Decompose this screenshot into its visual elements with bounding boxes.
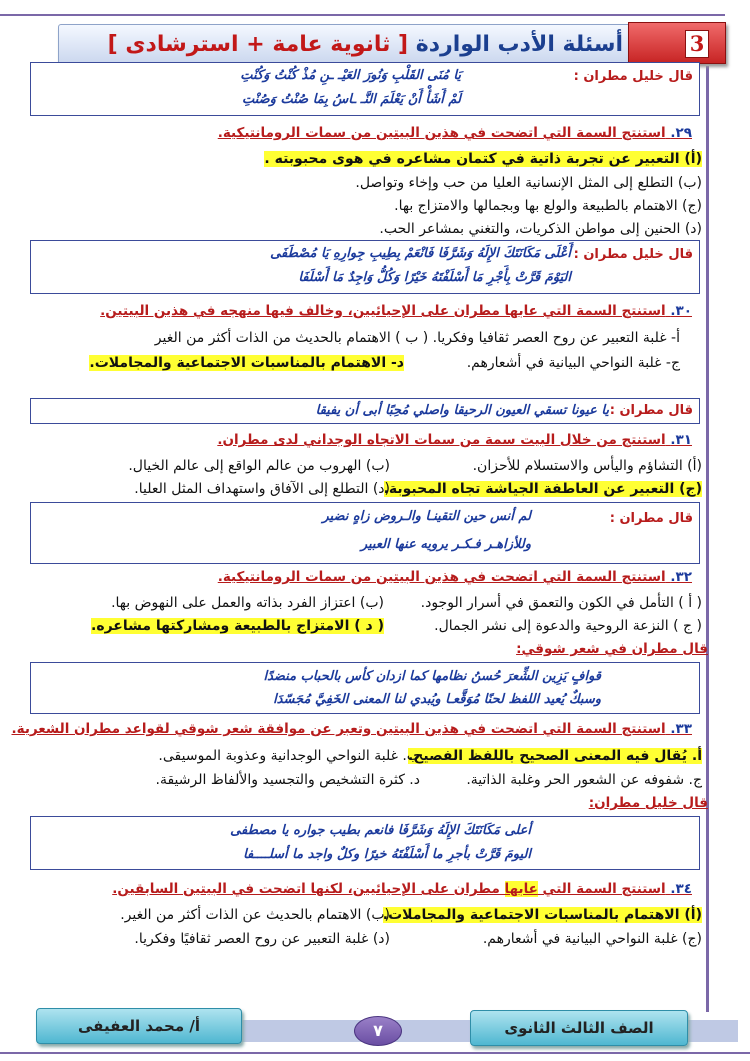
option-d: (د) التطلع إلى الآفاق واستهداف المثل العليا. — [134, 481, 390, 497]
top-rule — [0, 14, 725, 16]
question-text: استنتج السمة التي اتضحت في هذين البيتين وتعبر عن موافقة شعر شوقي لقواعد مطران الشعرية. — [11, 721, 666, 737]
poem-box-5 — [30, 662, 700, 714]
option-b: (ب) التطلع إلى المثل الإنسانية العليا من حب وإخاء وتواصل. — [355, 175, 702, 191]
poem-line: يَا مُنَى القَلْبِ وَنُورَ العَيْـ ـنِ مُذْ كُنْتُ وَكُنْتِ — [240, 68, 461, 83]
poem-box-4 — [30, 502, 700, 564]
page-title — [108, 32, 623, 57]
option-c: ج. شفوفه عن الشعور الحر وغلبة الذاتية. — [466, 772, 702, 788]
poem-line: اليومَ قَرَّتْ بأجرِ ما أَسْلَفْتَهُ خيرًا وكلٌ واجد ما أسلــــفا — [243, 847, 531, 862]
poem-line: أعلى مَكَانَتَكَ الإِلَهُ وَشَرَّفَا فانعم بطيب جواره يا مصطفى — [230, 823, 531, 838]
question-number: ٣٤. — [670, 881, 692, 897]
option-a: أ. يُقال فيه المعنى الصحيح باللفظ الفصيح. — [407, 748, 702, 764]
option-c: (ج) التعبير عن العاطفة الجياشة تجاه المحبوبة. — [383, 481, 702, 497]
poem-line: وسبكٌ يُعيد اللفظ لحنًا مُوَقَّعـا ويُبدي لنا المعنى الخَفِيَّ مُجَسّدَا — [273, 692, 601, 707]
question-29 — [218, 125, 692, 141]
header-bar — [58, 24, 638, 66]
question-30 — [100, 303, 692, 319]
page-number: ٧ — [354, 1016, 402, 1046]
question-text: استنتج السمة التي عابها مطران على الإحيائيين، وخالف فيها منهجه في هذين البيتين. — [100, 303, 666, 319]
option-d: د. كثرة التشخيص والتجسيد والألفاظ الرشيقة. — [155, 772, 420, 788]
option-d: (د) الحنين إلى مواطن الذكريات، والتغني بمشاعر الحب. — [379, 221, 702, 237]
bottom-rule — [0, 1052, 750, 1054]
option-b: ب. غلبة النواحي الوجدانية وعذوبة الموسيقى. — [158, 748, 420, 764]
question-33 — [12, 721, 693, 737]
footer-teacher: أ/ محمد العفيفى — [36, 1008, 242, 1044]
poem-line: لم أنس حين التقينـا والـروض زاهٍ نضير — [322, 509, 531, 524]
option-a: (أ) التعبير عن تجربة ذاتية في كتمان مشاعره في هوى محبوبته . — [264, 151, 702, 167]
question-number: ٣١. — [670, 432, 692, 448]
question-number: ٣٢. — [670, 569, 692, 585]
question-number: ٣٠. — [670, 303, 692, 319]
poem-line: وللأزاهـر فـكـر يرويه عنها العبير — [360, 537, 531, 552]
question-text-part: مطران على الإحيائيين، لكنها اتضحت في البيتين السابقين. — [112, 881, 505, 897]
option-b: (ب) اعتزاز الفرد بذاته والعمل على النهوض بها. — [111, 595, 384, 611]
question-number: ٢٩. — [670, 125, 692, 141]
title-main: أسئلة الأدب الواردة — [415, 32, 623, 57]
poem-line: لَمْ أَشَأْ أَنْ يَعْلَمَ النَّـ ـاسُ بِمَا صُنْتُ وَصُنْتِ — [241, 92, 461, 107]
option-c: (ج) الاهتمام بالطبيعة والولع بها وبجمالها والامتزاج بها. — [394, 198, 702, 214]
option-c: (ج) غلبة النواحي البيانية في أشعارهم. — [482, 931, 702, 947]
question-text: استنتج السمة التي اتضحت في هذين البيتين من سمات الرومانتيكية. — [217, 125, 666, 141]
title-bracket: [ ثانوية عامة + استرشادى ] — [107, 32, 409, 57]
right-rail — [706, 66, 709, 1012]
poem-line: أَعْلَى مَكَانَتَكَ الإِلَهُ وَشَرَّفَا فَانْعَمْ بِطِيبِ جِوارِهِ يَا مُصْطَفَى — [270, 246, 571, 261]
option-b: (ب) الهروب من عالم الواقع إلى عالم الخيال. — [128, 458, 390, 474]
poem-box-1 — [30, 62, 700, 116]
option-b: (ب) الاهتمام بالحديث عن الذات أكثر من الغير. — [120, 907, 390, 923]
question-34 — [112, 881, 692, 897]
question-text: استنتج من خلال البيت سمة من سمات الاتجاه الوجداني لدى مطران. — [217, 432, 666, 448]
option-c: ( ج ) النزعة الروحية والدعوة إلى نشر الجمال. — [434, 618, 702, 634]
sheet-number: 3 — [685, 30, 709, 58]
question-number: ٣٣. — [670, 721, 692, 737]
question-31 — [217, 432, 692, 448]
poem-label: قال خليل مطران : — [573, 247, 693, 262]
poem-box-3 — [30, 398, 700, 424]
poem-box-6 — [30, 816, 700, 870]
sheet-number-box — [628, 22, 726, 64]
question-text-part: استنتج السمة التي — [537, 881, 666, 897]
section-heading: قال مطران في شعر شوقي: — [516, 641, 708, 657]
option-d: د- الاهتمام بالمناسبات الاجتماعية والمجاملات. — [89, 355, 404, 371]
poem-label: قال خليل مطران : — [573, 69, 693, 84]
option-c: ج- غلبة النواحي البيانية في أشعارهم. — [466, 355, 680, 371]
option-a: ( أ ) التأمل في الكون والتعمق في أسرار الوجود. — [420, 595, 702, 611]
section-heading: قال خليل مطران: — [588, 795, 708, 811]
poem-line: اليَوْمَ قَرَّتْ بِأَجْرِ مَا أَسْلَفْتَهُ خَيْرًا وَكُلُّ وَاجِدٌ مَا أَسْلَفَا — [298, 270, 571, 285]
question-text: استنتج السمة التي اتضحت في هذين البيتين من سمات الرومانتيكية. — [217, 569, 666, 585]
question-32 — [218, 569, 692, 585]
poem-label: قال مطران : — [609, 403, 693, 418]
poem-box-2 — [30, 240, 700, 294]
option-d: ( د ) الامتزاج بالطبيعة ومشاركتها مشاعره. — [91, 618, 384, 634]
option-a: (أ) الاهتمام بالمناسبات الاجتماعية والمجاملات. — [382, 907, 702, 923]
poem-line: يا عيونا تسقي العيون الرحيقا واصلي مُحِبًا أبى أن يفيقا — [315, 403, 609, 418]
question-keyword: عابها — [504, 881, 538, 897]
footer-grade: الصف الثالث الثانوى — [470, 1010, 688, 1046]
option-a: (أ) التشاؤم واليأس والاستسلام للأحزان. — [472, 458, 702, 474]
poem-line: قوافٍ يَزِين الشِّعرَ حُسنُ نظامها كما ازدان كأس بالحباب منضدًا — [263, 669, 601, 684]
option-a-b: أ- غلبة التعبير عن روح العصر ثقافيا وفكريا. ( ب ) الاهتمام بالحديث من الذات أكثر من الغير — [154, 330, 680, 346]
option-d: (د) غلبة التعبير عن روح العصر ثقافيًا وفكريا. — [134, 931, 390, 947]
poem-label: قال مطران : — [609, 511, 693, 526]
